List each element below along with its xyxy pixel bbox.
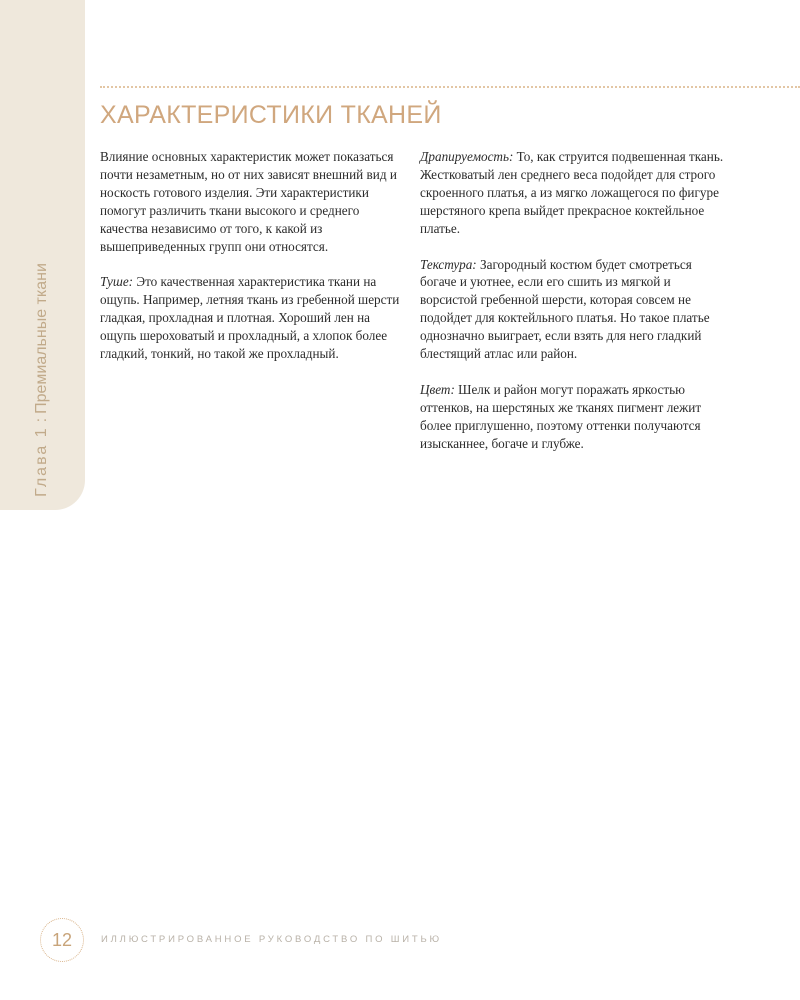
texture-term: Текстура:: [420, 256, 477, 272]
dotted-divider: [100, 86, 800, 88]
touch-term: Туше:: [100, 274, 134, 290]
touch-text: Это качественная характеристика ткани на ощупь. Например, летняя ткань из гребенной шерсти гладкая, прохладная и плотная. Хороший лен на ощупь шероховатый и прохладный, а хлопок более гладкий, тонкий, но такой же прохладный.: [100, 274, 400, 362]
drape-text: То, как струится подвешенная ткань. Жестковатый лен среднего веса подойдет для строго скроенного платья, а из мягко ложащегося по фигуре шерстяного крепа выйдет прекрасное коктейльное платье.: [420, 149, 724, 236]
touch-paragraph: [100, 273, 405, 363]
chapter-title: Премиальные ткани: [33, 263, 50, 414]
chapter-label: [33, 263, 51, 497]
color-text: Шелк и район могут поражать яркостью оттенков, на шерстяных же тканях пигмент лежит более приглушенно, поэтому оттенки получаются изысканнее, богаче и глубже.: [420, 381, 702, 451]
chapter-number: Глава 1: [33, 426, 50, 497]
right-column: [420, 148, 730, 471]
page-number: 12: [40, 918, 84, 962]
section-heading: ХАРАКТЕРИСТИКИ ТКАНЕЙ: [100, 101, 442, 129]
left-column: [100, 148, 405, 381]
running-footer-title: ИЛЛЮСТРИРОВАННОЕ РУКОВОДСТВО ПО ШИТЬЮ: [101, 934, 442, 945]
texture-text: Загородный костюм будет смотреться богаче и уютнее, если его сшить из мягкой и ворсистой гребенной шерсти, которая совсем не подойдет для коктейльного платья. Но такое платье однозначно выиграет, если взять для него гладкий блестящий атлас или район.: [420, 256, 710, 362]
chapter-side-tab: [0, 0, 85, 510]
drape-term: Драпируемость:: [420, 149, 514, 164]
color-term: Цвет:: [420, 381, 455, 397]
drape-paragraph: [420, 148, 730, 238]
color-paragraph: [420, 381, 730, 453]
texture-paragraph: [420, 256, 730, 363]
intro-paragraph: Влияние основных характеристик может показаться почти незаметным, но от них зависят внешний вид и носкость готового изделия. Эти характеристики помогут различить ткани высокого и среднего качества независимо от того, к какой из вышеприведенных групп они относятся.: [100, 149, 397, 254]
chapter-separator: :: [33, 417, 50, 423]
